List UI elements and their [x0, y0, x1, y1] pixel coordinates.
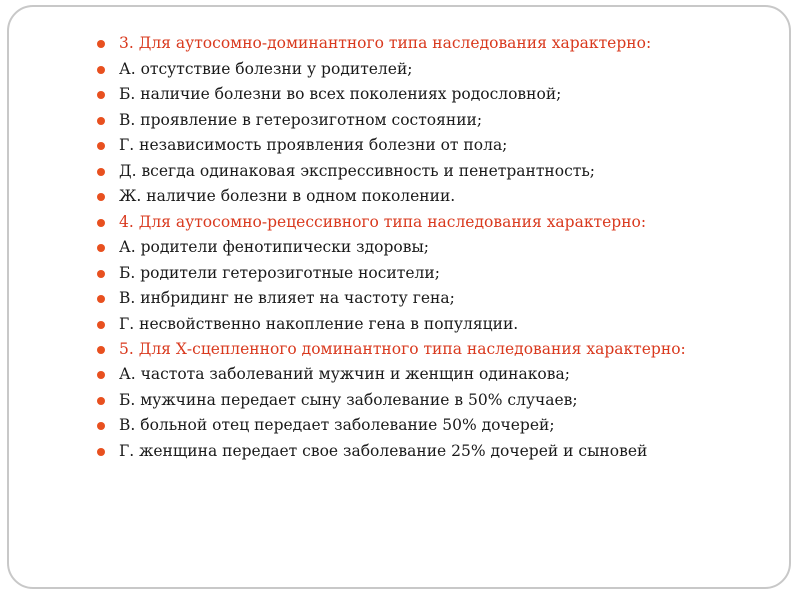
bullet-icon	[97, 321, 105, 329]
list-item-text: Д. всегда одинаковая экспрессивность и пенетрантность;	[119, 161, 596, 180]
list-item-header-5	[97, 337, 757, 362]
list-item-text: Б. наличие болезни во всех поколениях родословной;	[119, 85, 562, 103]
list-item	[97, 133, 757, 159]
list-item	[97, 235, 757, 261]
list-item-text: В. больной отец передает заболевание 50% дочерей;	[119, 416, 555, 434]
list-item-text: А. отсутствие болезни у родителей;	[119, 59, 413, 78]
list-item	[97, 108, 757, 134]
bullet-icon	[97, 40, 105, 48]
list-item-text: 5. Для Х-сцепленного доминантного типа наследования характерно:	[119, 340, 686, 358]
list-item-text: Б. мужчина передает сыну заболевание в 50% случаев;	[119, 390, 578, 409]
bullet-list	[97, 31, 757, 464]
list-item-text: Г. женщина передает свое заболевание 25% дочерей и сыновей	[119, 441, 648, 460]
list-item-text: 4. Для аутосомно-рецессивного типа наследования характерно:	[119, 212, 647, 231]
bullet-icon	[97, 371, 105, 379]
list-item-text: Г. независимость проявления болезни от пола;	[119, 136, 508, 154]
bullet-icon	[97, 244, 105, 252]
bullet-icon	[97, 448, 105, 456]
list-item-text: В. инбридинг не влияет на частоту гена;	[119, 289, 455, 307]
list-item	[97, 261, 757, 287]
bullet-icon	[97, 66, 105, 74]
bullet-icon	[97, 168, 105, 176]
list-item-text: Б. родители гетерозиготные носители;	[119, 263, 440, 282]
list-item	[97, 439, 757, 465]
bullet-icon	[97, 422, 105, 430]
list-item	[97, 362, 757, 388]
bullet-icon	[97, 219, 105, 227]
bullet-icon	[97, 142, 105, 150]
bullet-icon	[97, 193, 105, 201]
list-item	[97, 388, 757, 414]
list-item-text: Г. несвойственно накопление гена в популяции.	[119, 314, 519, 333]
list-item	[97, 312, 757, 338]
list-item	[97, 184, 757, 210]
list-item-text: Ж. наличие болезни в одном поколении.	[119, 187, 456, 205]
bullet-icon	[97, 346, 105, 354]
slide	[7, 5, 791, 589]
list-item-text: В. проявление в гетерозиготном состоянии;	[119, 110, 483, 129]
list-item	[97, 413, 757, 439]
bullet-icon	[97, 270, 105, 278]
list-item	[97, 57, 757, 83]
list-item	[97, 159, 757, 185]
list-item-text: А. частота заболеваний мужчин и женщин одинакова;	[119, 365, 570, 383]
list-item	[97, 82, 757, 108]
list-item-text: 3. Для аутосомно-доминантного типа наследования характерно:	[119, 34, 652, 52]
bullet-icon	[97, 295, 105, 303]
list-item-header-3	[97, 31, 757, 57]
bullet-icon	[97, 91, 105, 99]
list-item-text: А. родители фенотипически здоровы;	[119, 238, 430, 256]
list-item	[97, 286, 757, 312]
bullet-icon	[97, 397, 105, 405]
bullet-icon	[97, 117, 105, 125]
list-item-header-4	[97, 210, 757, 236]
